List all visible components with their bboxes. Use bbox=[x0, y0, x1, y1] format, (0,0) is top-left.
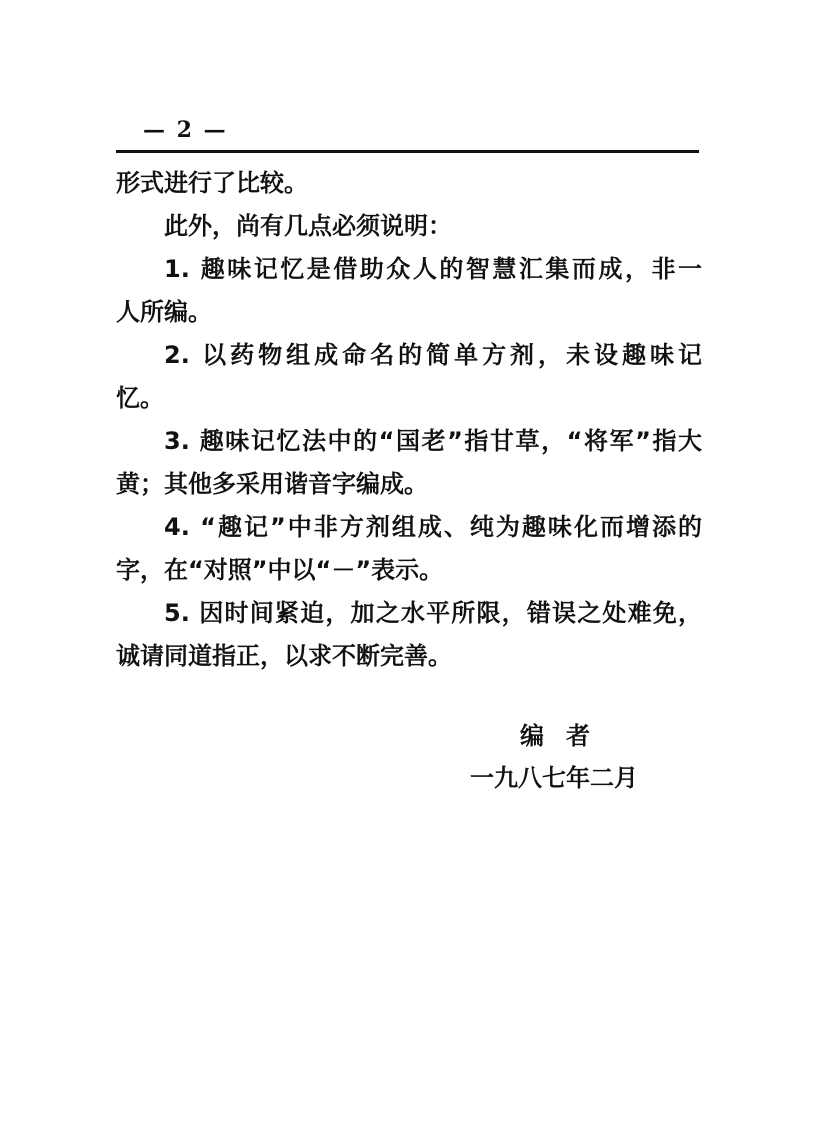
date-line: 一九八七年二月 bbox=[470, 764, 638, 792]
text-line: 5. 因时间紧迫，加之水平所限，错误之处难免， bbox=[164, 599, 702, 627]
text-line: 2. 以药物组成命名的简单方剂，未设趣味记 bbox=[164, 341, 702, 369]
text-line: 形式进行了比较。 bbox=[116, 169, 308, 197]
text-line: 忆。 bbox=[116, 384, 164, 412]
header-rule bbox=[116, 150, 699, 153]
text-line: 人所编。 bbox=[116, 298, 212, 326]
author-signature: 编者 bbox=[520, 722, 612, 750]
text-line: 诚请同道指正，以求不断完善。 bbox=[116, 642, 452, 670]
page-number: — 2 — bbox=[143, 117, 228, 143]
text-line: 黄；其他多采用谐音字编成。 bbox=[116, 470, 428, 498]
text-line: 字，在“对照”中以“－”表示。 bbox=[116, 556, 444, 584]
text-line: 3. 趣味记忆法中的“国老”指甘草，“将军”指大 bbox=[164, 427, 702, 455]
text-line: 此外，尚有几点必须说明： bbox=[164, 212, 452, 240]
text-line: 1. 趣味记忆是借助众人的智慧汇集而成，非一 bbox=[164, 255, 702, 283]
text-line: 4. “趣记”中非方剂组成、纯为趣味化而增添的 bbox=[164, 513, 702, 541]
